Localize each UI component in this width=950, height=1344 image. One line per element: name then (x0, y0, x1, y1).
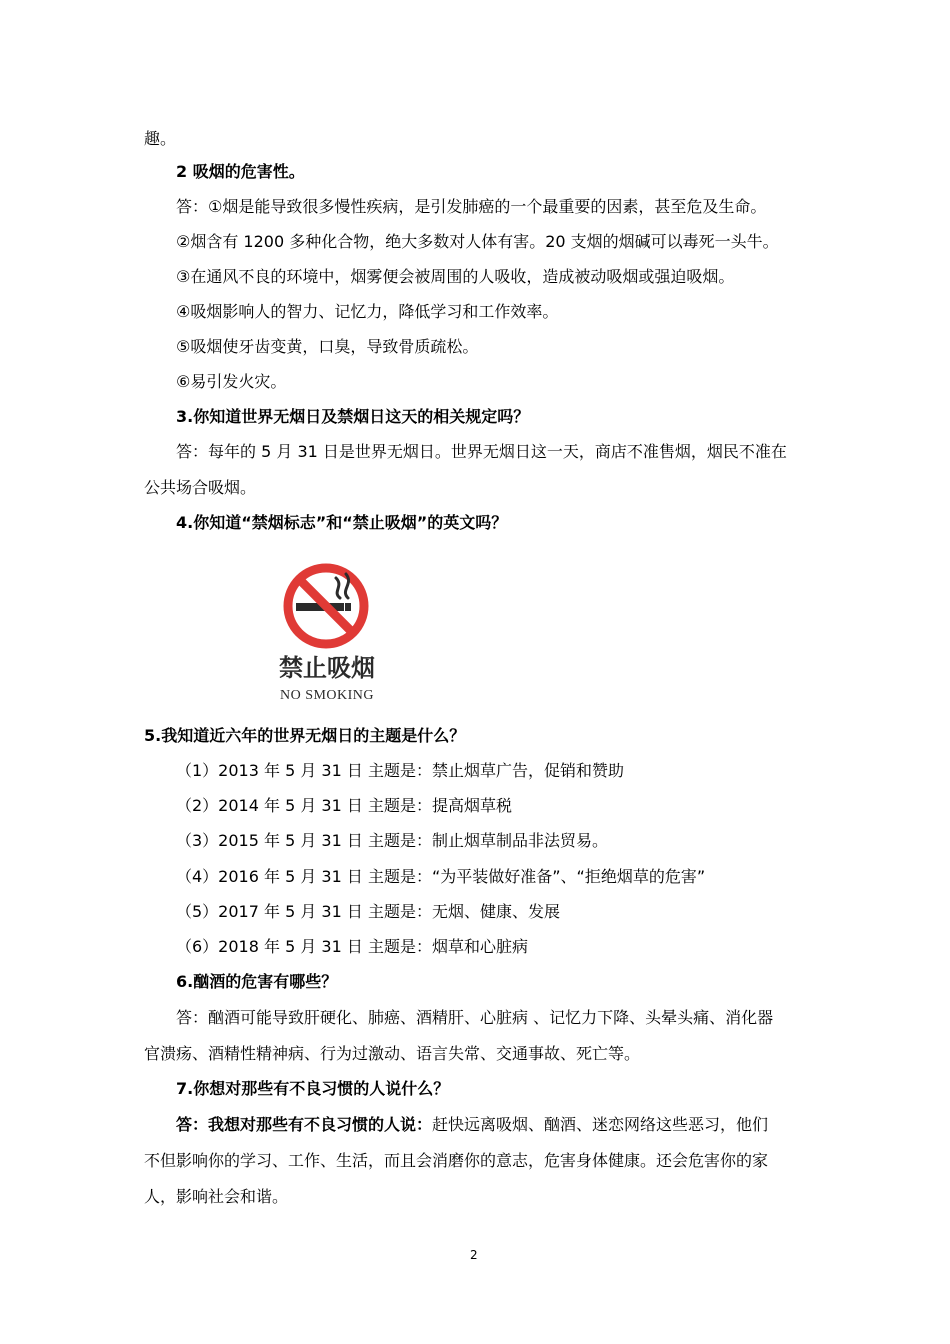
answer7-bold-prefix: 答：我想对那些有不良习惯的人说： (176, 1115, 433, 1134)
theme-item: （5）2017 年 5 月 31 日 主题是：无烟、健康、发展 (176, 902, 560, 921)
text-line: 公共场合吸烟。 (144, 478, 257, 497)
section-heading: 6.酗酒的危害有哪些？ (176, 972, 338, 991)
sign-cn-label: 禁止吸烟 (279, 654, 375, 682)
theme-item: （1）2013 年 5 月 31 日 主题是：禁止烟草广告，促销和赞助 (176, 761, 624, 780)
text-line: 趣。 (144, 129, 177, 148)
theme-item: （3）2015 年 5 月 31 日 主题是：制止烟草制品非法贸易。 (176, 831, 608, 850)
section-heading: 5.我知道近六年的世界无烟日的主题是什么？ (144, 726, 466, 745)
cigarette-tip (345, 603, 351, 611)
text-line: 答：每年的 5 月 31 日是世界无烟日。世界无烟日这一天，商店不准售烟，烟民不准在 (176, 442, 787, 461)
text-line: 官溃疡、酒精性精神病、行为过激动、语言失常、交通事故、死亡等。 (144, 1044, 641, 1063)
no-smoking-sign (262, 562, 392, 710)
text-line: ②烟含有 1200 多种化合物，绝大多数对人体有害。20 支烟的烟碱可以毒死一头牛。 (176, 232, 779, 251)
text-line: ⑥易引发火灾。 (176, 372, 287, 391)
text-line: ④吸烟影响人的智力、记忆力，降低学习和工作效率。 (176, 302, 559, 321)
theme-item: （6）2018 年 5 月 31 日 主题是：烟草和心脏病 (176, 937, 528, 956)
theme-item: （4）2016 年 5 月 31 日 主题是：“为平装做好准备”、“拒绝烟草的危害” (176, 867, 706, 886)
theme-item: （2）2014 年 5 月 31 日 主题是：提高烟草税 (176, 796, 512, 815)
answer7-first-line (176, 1114, 768, 1136)
text-line: 不但影响你的学习、工作、生活，而且会消磨你的意志，危害身体健康。还会危害你的家 (144, 1151, 769, 1170)
section-heading: 3.你知道世界无烟日及禁烟日这天的相关规定吗？ (176, 407, 530, 426)
text-line: ⑤吸烟使牙齿变黄，口臭，导致骨质疏松。 (176, 337, 479, 356)
text-line: 答：酗酒可能导致肝硬化、肺癌、酒精肝、心脏病 、记忆力下降、头晕头痛、消化器 (176, 1008, 774, 1027)
page-number: 2 (470, 1248, 478, 1262)
section-heading: 2 吸烟的危害性。 (176, 162, 305, 181)
answer7-rest: 赶快远离吸烟、酗酒、迷恋网络这些恶习，他们 (432, 1115, 769, 1134)
text-line: 人，影响社会和谐。 (144, 1187, 289, 1206)
section-heading: 4.你知道“禁烟标志”和“禁止吸烟”的英文吗？ (176, 513, 508, 532)
text-line: ③在通风不良的环境中，烟雾便会被周围的人吸收，造成被动吸烟或强迫吸烟。 (176, 267, 735, 286)
text-line: 答：①烟是能导致很多慢性疾病，是引发肺癌的一个最重要的因素，甚至危及生命。 (176, 197, 767, 216)
sign-en-label: NO SMOKING (279, 688, 375, 703)
section-heading: 7.你想对那些有不良习惯的人说什么？ (176, 1079, 450, 1098)
smoke-wisp (336, 578, 340, 598)
